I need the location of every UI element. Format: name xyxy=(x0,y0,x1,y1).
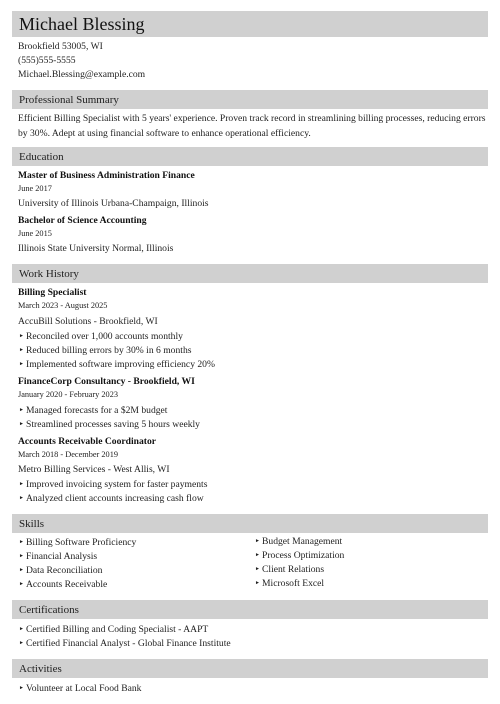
skill-text: Process Optimization xyxy=(262,550,345,561)
education-date: June 2015 xyxy=(18,229,52,238)
list-item-text: Implemented software improving efficiency 20% xyxy=(26,359,215,370)
skill-item xyxy=(255,578,325,589)
skill-text: Accounts Receivable xyxy=(26,579,108,590)
section-title: Professional Summary xyxy=(19,94,119,106)
section-header-skills xyxy=(12,514,488,533)
bullet-icon: ► xyxy=(19,408,24,413)
bullet-icon: ► xyxy=(19,496,24,501)
section-title: Certifications xyxy=(19,604,79,616)
section-header-summary xyxy=(12,90,488,109)
certification-text: Certified Financial Analyst - Global Finance Institute xyxy=(26,638,231,649)
bullet-icon: ► xyxy=(19,422,24,427)
bullet-icon: ► xyxy=(19,582,24,587)
job-dates: January 2020 - February 2023 xyxy=(18,390,119,399)
bullet-icon: ► xyxy=(19,334,24,339)
bullet-icon: ► xyxy=(255,553,260,558)
skill-item xyxy=(19,537,137,548)
certification-text: Certified Billing and Coding Specialist - AAPT xyxy=(26,624,209,635)
list-item xyxy=(19,419,200,430)
skill-text: Financial Analysis xyxy=(26,551,98,562)
list-item xyxy=(19,331,183,342)
job-title: FinanceCorp Consultancy - Brookfield, WI xyxy=(18,376,195,387)
skill-text: Billing Software Proficiency xyxy=(26,537,137,548)
bullet-icon: ► xyxy=(19,641,24,646)
section-title: Skills xyxy=(19,518,45,530)
list-item-text: Analyzed client accounts increasing cash flow xyxy=(26,493,204,504)
education-school: Illinois State University Normal, Illinois xyxy=(18,243,174,254)
bullet-icon: ► xyxy=(19,362,24,367)
bullet-icon: ► xyxy=(19,568,24,573)
education-degree: Master of Business Administration Finance xyxy=(18,170,195,181)
list-item-text: Improved invoicing system for faster payments xyxy=(26,479,208,490)
skill-text: Data Reconciliation xyxy=(26,565,103,576)
contact-phone: (555)555-5555 xyxy=(18,55,76,66)
list-item xyxy=(19,359,215,370)
bullet-icon: ► xyxy=(19,348,24,353)
candidate-name: Michael Blessing xyxy=(19,14,145,34)
bullet-icon: ► xyxy=(19,627,24,632)
bullet-icon: ► xyxy=(19,554,24,559)
section-header-education xyxy=(12,147,488,166)
list-item-text: Streamlined processes saving 5 hours weekly xyxy=(26,419,200,430)
certification-item xyxy=(19,638,231,649)
section-title: Education xyxy=(19,151,64,163)
list-item-text: Reduced billing errors by 30% in 6 months xyxy=(26,345,192,356)
contact-address: Brookfield 53005, WI xyxy=(18,41,103,52)
education-school: University of Illinois Urbana-Champaign, Illinois xyxy=(18,198,209,209)
certification-item xyxy=(19,624,209,635)
list-item xyxy=(19,493,204,504)
section-header-certifications xyxy=(12,600,488,619)
bullet-icon: ► xyxy=(255,567,260,572)
education-degree: Bachelor of Science Accounting xyxy=(18,215,147,226)
job-dates: March 2023 - August 2025 xyxy=(18,301,108,310)
section-title: Activities xyxy=(19,663,62,675)
name-header xyxy=(12,11,488,37)
bullet-icon: ► xyxy=(19,686,24,691)
skill-item xyxy=(19,565,103,576)
section-header-activities xyxy=(12,659,488,678)
section-header-work xyxy=(12,264,488,283)
summary-text: Efficient Billing Specialist with 5 years' experience. Proven track record in streamlining billing processes, reducing errors by 30%. Adept at using financial software to enhance operational efficiency. xyxy=(18,113,486,139)
contact-email: Michael.Blessing@example.com xyxy=(18,69,146,80)
job-dates: March 2018 - December 2019 xyxy=(18,450,118,459)
skill-item xyxy=(255,550,345,561)
list-item xyxy=(19,345,192,356)
bullet-icon: ► xyxy=(255,539,260,544)
skill-item xyxy=(19,579,108,590)
list-item xyxy=(19,479,208,490)
skill-item xyxy=(255,536,343,547)
job-title: Billing Specialist xyxy=(18,287,87,298)
skill-text: Client Relations xyxy=(262,564,325,575)
skill-text: Microsoft Excel xyxy=(262,578,325,589)
education-date: June 2017 xyxy=(18,184,52,193)
activity-item xyxy=(19,683,142,694)
activity-text: Volunteer at Local Food Bank xyxy=(26,683,142,694)
bullet-icon: ► xyxy=(255,581,260,586)
list-item-text: Reconciled over 1,000 accounts monthly xyxy=(26,331,183,342)
skill-item xyxy=(255,564,325,575)
job-title: Accounts Receivable Coordinator xyxy=(18,436,157,447)
section-title: Work History xyxy=(19,268,79,280)
job-company: AccuBill Solutions - Brookfield, WI xyxy=(18,316,158,327)
skill-text: Budget Management xyxy=(262,536,343,547)
job-company: Metro Billing Services - West Allis, WI xyxy=(18,464,170,475)
list-item-text: Managed forecasts for a $2M budget xyxy=(26,405,168,416)
skill-item xyxy=(19,551,98,562)
list-item xyxy=(19,405,168,416)
bullet-icon: ► xyxy=(19,482,24,487)
bullet-icon: ► xyxy=(19,540,24,545)
